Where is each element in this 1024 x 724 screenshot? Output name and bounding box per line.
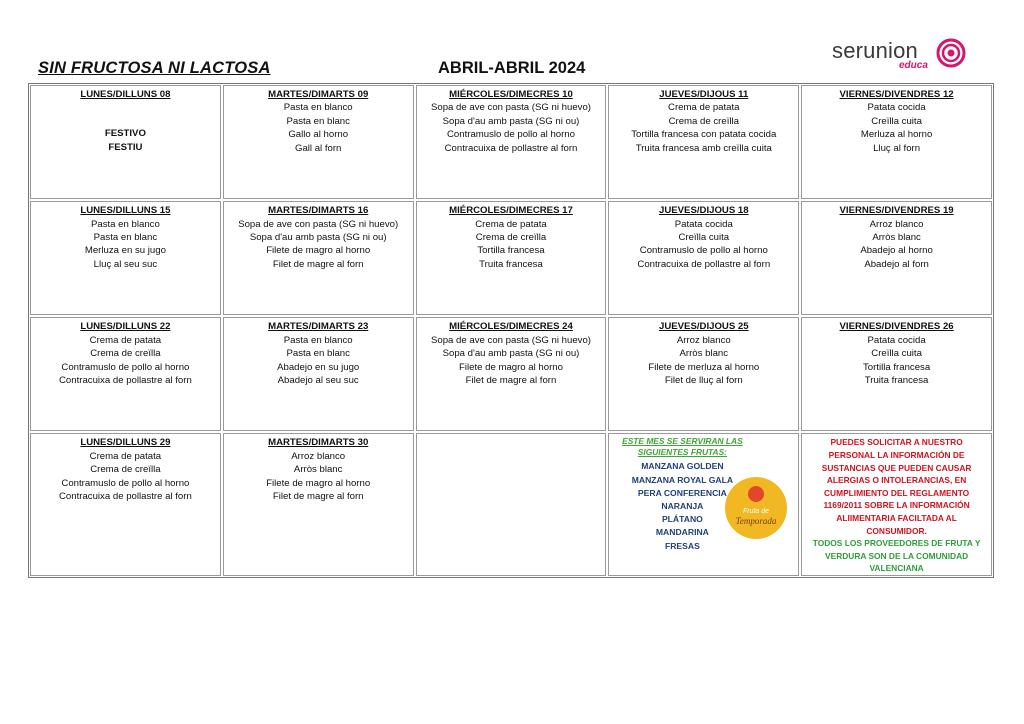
- menu-item: Crema de creïlla: [90, 464, 161, 476]
- menu-item: Crema de creïlla: [668, 115, 739, 127]
- menu-item: Pasta en blanc: [93, 231, 158, 243]
- day-heading: VIERNES/DIVENDRES 26: [839, 321, 954, 333]
- day-heading: MIÉRCOLES/DIMECRES 10: [449, 89, 573, 100]
- menu-item: Sopa de ave con pasta (SG ni huevo): [430, 334, 591, 346]
- menu-item: Crema de patata: [475, 218, 547, 230]
- day-cell: [30, 433, 221, 576]
- fruit-item: NARANJA: [661, 501, 704, 512]
- logo-text: serunion: [832, 38, 918, 63]
- menu-item: Sopa de ave con pasta (SG ni huevo): [430, 102, 591, 114]
- menu-item: Arroz blanco: [869, 218, 924, 230]
- day-cell: [608, 201, 799, 315]
- day-heading: JUEVES/DIJOUS 25: [658, 321, 749, 333]
- menu-item: Merluza al horno: [860, 129, 933, 141]
- menu-item: Creïlla cuita: [871, 115, 922, 127]
- menu-item: Pasta en blanco: [283, 334, 353, 346]
- day-heading: MARTES/DIMARTS 09: [268, 89, 369, 100]
- holiday-text: FESTIU: [108, 141, 143, 153]
- fruits-heading: ESTE MES SE SERVIRAN LAS SIGUIENTES FRUTAS:: [622, 436, 743, 458]
- day-cell: [223, 317, 414, 431]
- day-cell: [30, 317, 221, 431]
- menu-item: Abadejo al seu suc: [277, 374, 359, 386]
- day-heading: MARTES/DIMARTS 30: [268, 437, 369, 449]
- day-heading: VIERNES/DIVENDRES 19: [839, 205, 954, 217]
- day-cell: [223, 433, 414, 576]
- menu-item: Lluç al seu suc: [93, 258, 158, 270]
- menu-calendar-grid: [28, 83, 994, 578]
- menu-item: Truita francesa: [479, 258, 543, 270]
- menu-item: Tortilla francesa: [863, 361, 931, 373]
- menu-item: Sopa d'au amb pasta (SG ni ou): [249, 231, 387, 243]
- holiday-label: [31, 127, 220, 154]
- day-heading: LUNES/DILLUNS 08: [80, 89, 171, 100]
- day-cell: [30, 201, 221, 315]
- day-heading: LUNES/DILLUNS 29: [80, 437, 171, 449]
- menu-item: Filete de magro al horno: [458, 361, 563, 373]
- menu-item: Pasta en blanc: [286, 348, 350, 360]
- day-cell: [608, 317, 799, 431]
- menu-item: Crema de creïlla: [475, 231, 547, 243]
- day-cell: [223, 201, 414, 315]
- menu-item: Creïlla cuita: [678, 231, 730, 243]
- menu-item: Arròs blanc: [679, 348, 729, 360]
- menu-item: Crema de patata: [89, 334, 162, 346]
- menu-item: Abadejo al horno: [860, 245, 933, 257]
- menu-item: Contracuixa de pollastre al forn: [637, 258, 771, 270]
- fruta-de-temporada-badge: [724, 476, 788, 540]
- suppliers-notice: TODOS LOS PROVEEDORES DE FRUTA Y VERDURA SON DE LA COMUNIDAD VALENCIANA: [812, 538, 981, 574]
- menu-item: Contracuixa de pollastre al forn: [444, 142, 578, 154]
- menu-item: Filet de magre al forn: [272, 258, 364, 270]
- menu-item: Merluza en su jugo: [84, 245, 166, 257]
- menu-item: Contramuslo de pollo al horno: [61, 361, 190, 373]
- menu-item: Contracuixa de pollastre al forn: [59, 491, 192, 503]
- serunion-logo: [832, 36, 972, 70]
- fruit-icon: [748, 486, 764, 502]
- day-cell: [223, 85, 414, 199]
- allergen-notice-cell: [801, 433, 992, 576]
- month-title: ABRIL-ABRIL 2024: [438, 59, 586, 77]
- menu-item: Sopa d'au amb pasta (SG ni ou): [442, 348, 580, 360]
- day-heading: MARTES/DIMARTS 23: [268, 321, 369, 333]
- menu-item: Arròs blanc: [293, 464, 343, 476]
- day-heading: JUEVES/DIJOUS 18: [658, 205, 749, 217]
- day-heading: LUNES/DILLUNS 22: [80, 321, 171, 333]
- menu-item: Filete de merluza al horno: [648, 361, 760, 373]
- menu-item: Contracuixa de pollastre al forn: [59, 374, 192, 386]
- badge-line2: Temporada: [735, 516, 777, 527]
- menu-item: Gallo al horno: [288, 129, 349, 141]
- logo-swirl-icon: [936, 38, 966, 68]
- day-heading: LUNES/DILLUNS 15: [80, 205, 171, 217]
- menu-item: Contramuslo de pollo al horno: [446, 129, 575, 141]
- menu-item: Contramuslo de pollo al horno: [639, 245, 768, 257]
- menu-item: Filete de magro al horno: [266, 245, 371, 257]
- menu-item: Abadejo al forn: [864, 258, 929, 270]
- menu-item: Lluç al forn: [873, 142, 921, 154]
- fruit-item: MANDARINA: [655, 527, 709, 538]
- menu-item: Pasta en blanco: [90, 218, 160, 230]
- menu-item: Crema de creïlla: [90, 348, 161, 360]
- day-heading: MIÉRCOLES/DIMECRES 17: [449, 205, 573, 217]
- day-cell: [801, 85, 992, 199]
- menu-item: Sopa d'au amb pasta (SG ni ou): [442, 115, 580, 127]
- day-heading: JUEVES/DIJOUS 11: [659, 89, 749, 100]
- menu-item: Filete de magro al horno: [266, 477, 371, 489]
- day-cell: [416, 201, 607, 315]
- fruit-item: FRESAS: [664, 540, 700, 551]
- logo-subtext: educa: [899, 60, 928, 71]
- menu-item: Pasta en blanco: [283, 102, 353, 114]
- fruits-cell: [608, 433, 799, 576]
- day-cell: [30, 85, 221, 199]
- fruit-item: MANZANA ROYAL GALA: [631, 474, 734, 485]
- menu-item: Arròs blanc: [872, 231, 921, 243]
- day-heading: VIERNES/DIVENDRES 12: [839, 89, 954, 100]
- menu-title: SIN FRUCTOSA NI LACTOSA: [38, 59, 271, 77]
- menu-item: Sopa de ave con pasta (SG ni huevo): [238, 218, 399, 230]
- menu-item: Filet de magre al forn: [465, 374, 557, 386]
- menu-item: Filet de magre al forn: [272, 491, 364, 503]
- menu-item: Patata cocida: [867, 334, 926, 346]
- menu-item: Truita francesa amb creïlla cuita: [635, 142, 772, 154]
- menu-item: Abadejo en su jugo: [277, 361, 360, 373]
- day-cell: [416, 85, 607, 199]
- menu-item: Tortilla francesa: [477, 245, 545, 257]
- menu-item: Gall al forn: [295, 142, 342, 154]
- menu-item: Truita francesa: [864, 374, 929, 386]
- menu-item: Patata cocida: [867, 102, 926, 114]
- menu-item: Pasta en blanc: [286, 115, 350, 127]
- day-cell: [801, 317, 992, 431]
- holiday-text: FESTIVO: [104, 128, 146, 140]
- day-heading: MARTES/DIMARTS 16: [268, 205, 369, 217]
- empty-cell: [416, 433, 607, 576]
- fruit-item: PERA CONFERENCIA: [637, 487, 727, 498]
- menu-item: Creïlla cuita: [871, 348, 922, 360]
- badge-line1: Fruta de: [743, 508, 770, 516]
- menu-item: Arroz blanco: [291, 450, 346, 462]
- menu-item: Crema de patata: [89, 450, 162, 462]
- menu-item: Patata cocida: [674, 218, 733, 230]
- allergen-notice: PUEDES SOLICITAR A NUESTRO PERSONAL LA INFORMACIÓN DE SUSTANCIAS QUE PUEDEN CAUSAR ALERGIAS O INTOLERANCIAS, EN CUMPLIMIENTO DEL REGLAMENTO 1169/2011 SOBRE LA INFORMACIÓN ALIIMENTARIA FACILTADA AL CONSUMIDOR.: [821, 437, 972, 536]
- day-cell: [801, 201, 992, 315]
- menu-item: Contramuslo de pollo al horno: [61, 477, 190, 489]
- menu-item: Crema de patata: [668, 102, 740, 114]
- day-heading: MIÉRCOLES/DIMECRES 24: [449, 321, 573, 333]
- day-cell: [608, 85, 799, 199]
- menu-item: Arroz blanco: [676, 334, 731, 346]
- menu-item: Tortilla francesa con patata cocida: [631, 129, 777, 141]
- fruit-item: MANZANA GOLDEN: [641, 461, 724, 472]
- fruit-item: PLÁTANO: [661, 514, 703, 525]
- day-cell: [416, 317, 607, 431]
- menu-item: Filet de lluç al forn: [664, 374, 743, 386]
